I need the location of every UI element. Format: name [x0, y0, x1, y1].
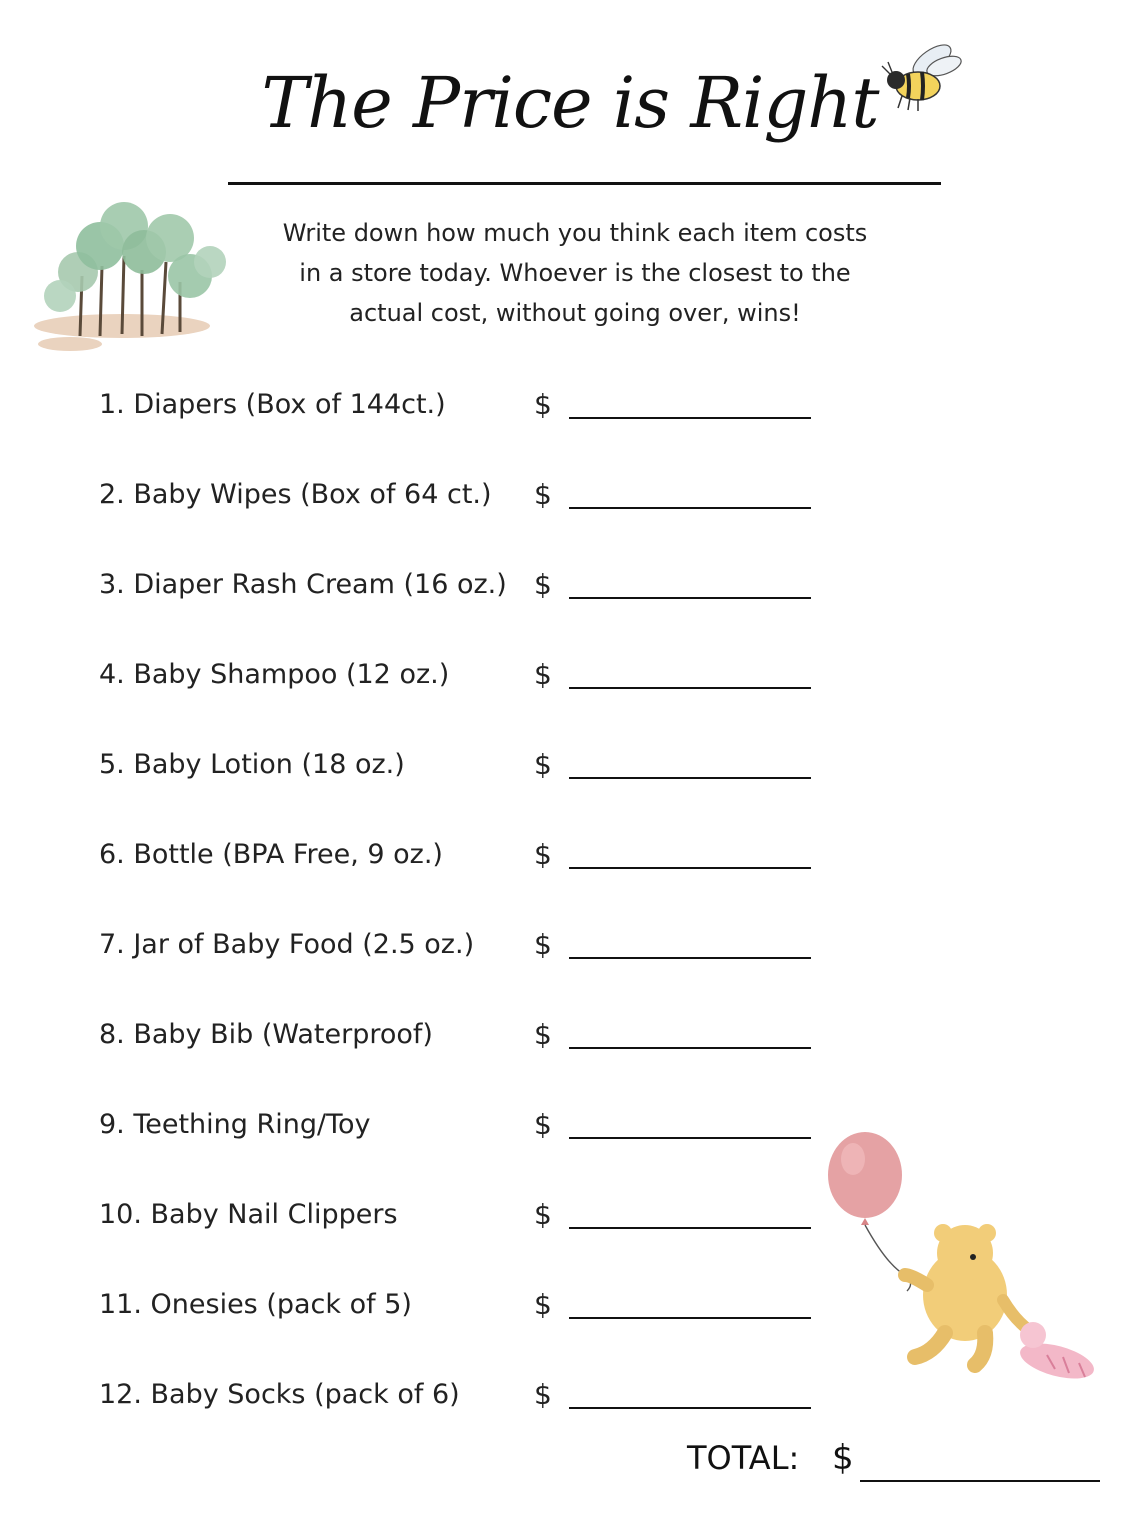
price-input[interactable]	[569, 505, 811, 509]
dollar-sign: $	[534, 928, 552, 961]
price-item-row	[99, 1195, 839, 1235]
dollar-sign: $	[534, 658, 552, 691]
price-item-row	[99, 565, 839, 605]
dollar-sign: $	[534, 1108, 552, 1141]
price-item-row	[99, 475, 839, 515]
dollar-sign: $	[534, 568, 552, 601]
price-item-row	[99, 925, 839, 965]
item-label: 7. Jar of Baby Food (2.5 oz.)	[99, 929, 475, 960]
item-label: 2. Baby Wipes (Box of 64 ct.)	[99, 479, 492, 510]
price-item-row	[99, 1015, 839, 1055]
instructions-text: Write down how much you think each item costs in a store today. Whoever is the closest to the actual cost, without going over, wins!	[282, 219, 868, 327]
item-label: 1. Diapers (Box of 144ct.)	[99, 389, 446, 420]
title-divider	[228, 182, 941, 185]
dollar-sign: $	[534, 838, 552, 871]
item-label: 3. Diaper Rash Cream (16 oz.)	[99, 569, 507, 600]
item-label: 5. Baby Lotion (18 oz.)	[99, 749, 405, 780]
page-title: The Price is Right	[261, 62, 879, 144]
price-item-row	[99, 835, 839, 875]
price-input[interactable]	[569, 685, 811, 689]
price-item-row	[99, 745, 839, 785]
dollar-sign: $	[534, 1378, 552, 1411]
dollar-sign: $	[534, 1018, 552, 1051]
dollar-sign: $	[534, 478, 552, 511]
price-input[interactable]	[569, 415, 811, 419]
total-label: TOTAL:	[687, 1439, 800, 1477]
dollar-sign: $	[534, 1288, 552, 1321]
item-label: 12. Baby Socks (pack of 6)	[99, 1379, 460, 1410]
dollar-sign: $	[534, 748, 552, 781]
price-input[interactable]	[569, 1135, 811, 1139]
price-item-row	[99, 1285, 839, 1325]
item-label: 8. Baby Bib (Waterproof)	[99, 1019, 433, 1050]
price-item-row	[99, 385, 839, 425]
price-input[interactable]	[569, 1315, 811, 1319]
item-label: 6. Bottle (BPA Free, 9 oz.)	[99, 839, 443, 870]
bear-with-balloon-icon	[815, 1125, 1105, 1395]
dollar-sign: $	[534, 1198, 552, 1231]
trees-icon	[30, 186, 230, 356]
total-input[interactable]	[860, 1478, 1100, 1482]
item-label: 9. Teething Ring/Toy	[99, 1109, 371, 1140]
item-label: 11. Onesies (pack of 5)	[99, 1289, 412, 1320]
price-item-row	[99, 655, 839, 695]
price-input[interactable]	[569, 955, 811, 959]
price-input[interactable]	[569, 1405, 811, 1409]
price-item-row	[99, 1105, 839, 1145]
price-input[interactable]	[569, 1045, 811, 1049]
bee-icon	[880, 36, 972, 116]
item-label: 10. Baby Nail Clippers	[99, 1199, 398, 1230]
dollar-sign: $	[534, 388, 552, 421]
price-input[interactable]	[569, 1225, 811, 1229]
price-item-row	[99, 1375, 839, 1415]
total-dollar-sign: $	[832, 1438, 854, 1478]
price-input[interactable]	[569, 865, 811, 869]
price-input[interactable]	[569, 775, 811, 779]
item-label: 4. Baby Shampoo (12 oz.)	[99, 659, 450, 690]
price-input[interactable]	[569, 595, 811, 599]
